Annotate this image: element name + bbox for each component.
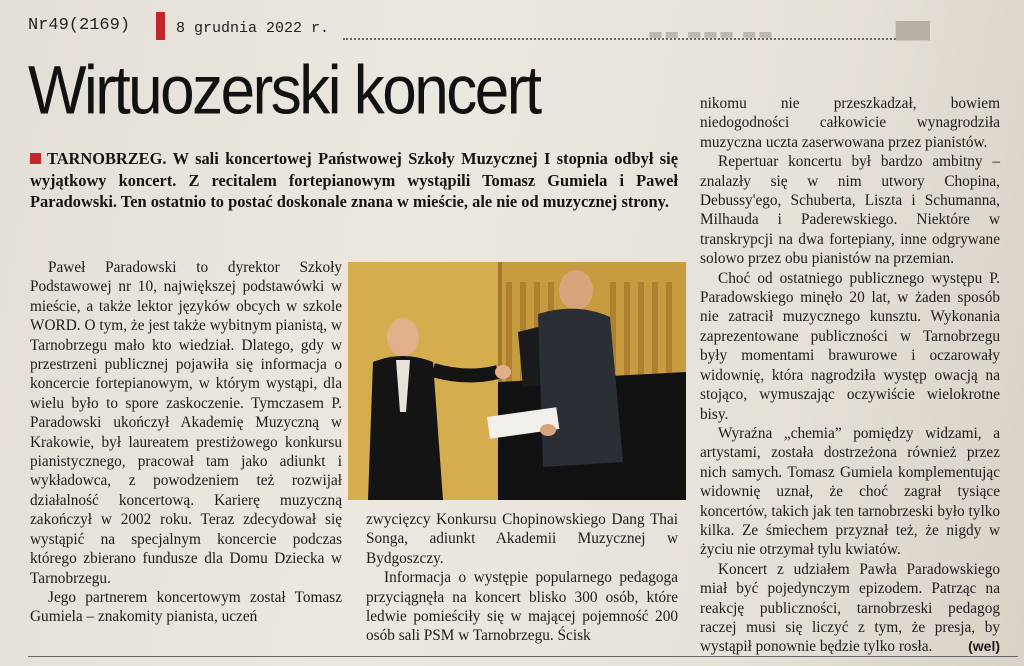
bottom-rule (28, 656, 1018, 657)
lead-location: TARNOBRZEG. (47, 149, 167, 168)
paragraph: Paweł Paradowski to dyrektor Szkoły Podstawowej nr 10, największej podstawówki w mieście, a także lektor języków obcych w szkole WORD. O tym, że jest także wybitnym pianistą, w Tarnobrzegu mało kto wiedział. Dlatego, gdy w przestrzeni publicznej pojawiła się informacja o koncercie fortepianowym, w którym wystąpi, dla wielu było to spore zaskoczenie. Tymczasem P. Paradowski ukończył Akademię Muzyczną w Krakowie, był laureatem prestiżowego konkursu pianistycznego, pracował tam jako adiunkt i wykładowca, z powodzeniem też rozwijał działalność koncertową. Karierę muzyczną zakończył w 2002 roku. Teraz zdecydował się wystąpić na specjalnym koncercie podczas którego zbierano fundusze dla Domu Dziecka w Tarnobrzegu. (30, 259, 342, 587)
paragraph: zwycięzcy Konkursu Chopinowskiego Dang Thai Songa, adiunkt Akademii Muzycznej w Bydgoszczy. (366, 511, 678, 567)
paragraph: Repertuar koncertu był bardzo ambitny – znalazły się w nim utwory Chopina, Debussy'ego, Schuberta, Liszta i Schumanna, Milhauda i Paderewskiego. Niektóre w transkrypcji na dwa fortepiany, inne odgrywane solowo przez obu pianistów na przemian. (700, 153, 1000, 268)
article-headline: Wirtuozerski koncert (28, 53, 540, 129)
paragraph: Choć od ostatniego publicznego występu P. Paradowskiego minęło 20 lat, w żaden sposób nie zatracił muzycznego kunsztu. Wykonania zaprezentowane publiczności w Tarnobrzegu były momentami brawurowe i oczarowały widownię, która nagrodziła występ owacją na stojąco, wymuszając oczywiście wielokrotne bisy. (700, 269, 1000, 423)
column-3 (700, 94, 1000, 657)
column-2 (366, 510, 678, 646)
header-dotted-rule (343, 38, 903, 40)
paragraph: Jego partnerem koncertowym został Tomasz Gumiela – znakomity pianista, uczeń (30, 588, 342, 626)
article-lead (30, 148, 678, 213)
paragraph-text: Koncert z udziałem Pawła Paradowskiego miał być pojedynczym epizodem. Patrząc na reakcję publiczności, tarnobrzeski pedagog raczej musi się liczyć z tym, że presja, by wystąpił ponownie będzie tylko rosła. (700, 560, 1000, 656)
concert-photo (348, 262, 686, 500)
paragraph: Informacja o występie popularnego pedagoga przyciągnęła na koncert blisko 300 osób, które ledwie pomieściły się w mającej pojemność 200 osób sali PSM w Tarnobrzegu. Ścisk (366, 569, 678, 645)
bleed-through-text: ▬▬ ▬▬▬ ▬▬ (648, 24, 774, 43)
issue-date: 8 grudnia 2022 r. (176, 20, 330, 37)
concert-photo-illustration (348, 262, 686, 500)
red-accent-bar (156, 12, 165, 40)
page-header (28, 10, 1018, 48)
lead-text: W sali koncertowej Państwowej Szkoły Muzycznej I stopnia odbył się wyjątkowy koncert. Z recitalem fortepianowym wystąpili Tomasz Gumiela i Paweł Paradowski. Ten ostatnio to postać doskonale znana w mieście, ale nie od muzycznej strony. (30, 149, 678, 211)
paragraph: Wyraźna „chemia” pomiędzy widzami, a artystami, została dostrzeżona również przez nich samych. Tomasz Gumiela komplementując widownię uznał, że choć zagrał tysiące koncertów, takich jak ten tarnobrzeski było tylko kilka. Ze śmiechem przyznał też, że nigdy w życiu nie otrzymał tylu kwiatów. (700, 424, 1000, 559)
author-signature: (wel) (968, 638, 1000, 655)
issue-number: Nr49(2169) (28, 16, 131, 35)
bleed-through-text-right: ▆▆ (896, 16, 930, 41)
column-1 (30, 258, 342, 627)
red-square-icon (30, 153, 41, 164)
paragraph: nikomu nie przeszkadzał, bowiem niedogodności całkowicie wynagrodziła muzyczna uczta zaserwowana przez pianistów. (700, 95, 1000, 151)
paragraph (700, 560, 1000, 657)
